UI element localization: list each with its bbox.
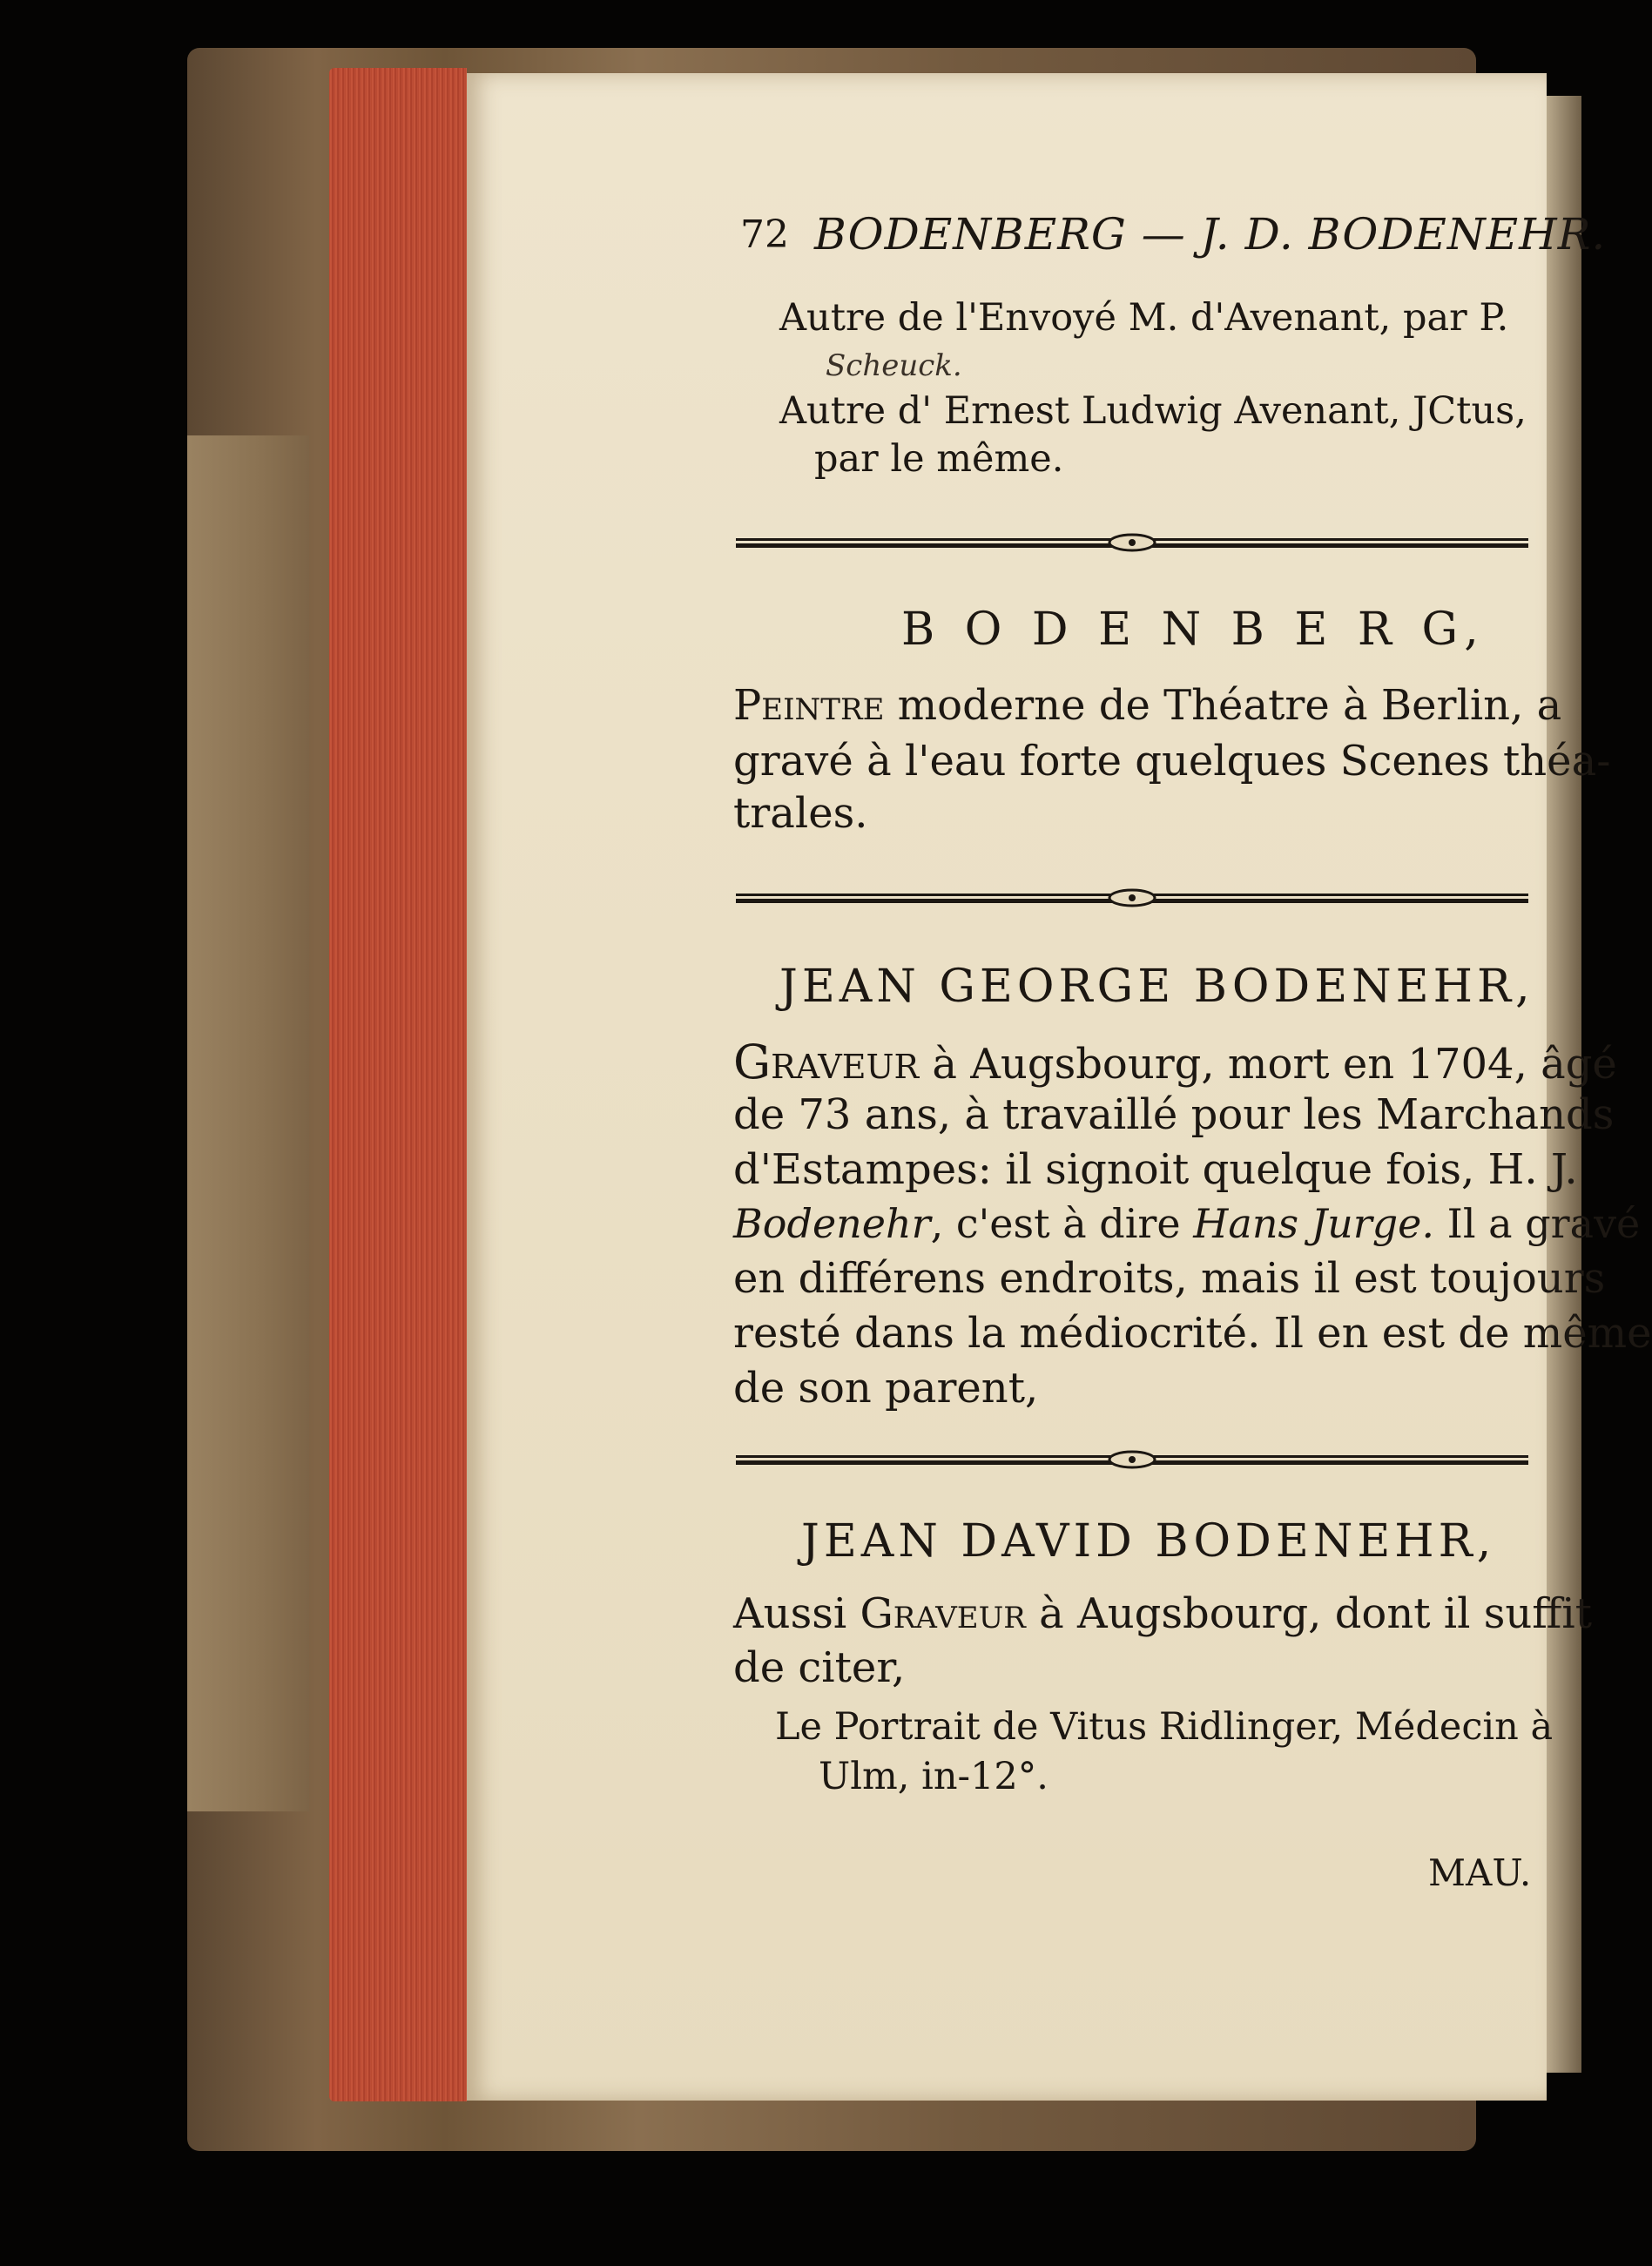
jg-line-3: d'Estampes: il signoit quelque fois, H. J.	[733, 1145, 1578, 1194]
jg-name-italic: Bodenehr	[733, 1200, 931, 1247]
entry-ernest: Autre d' Ernest Ludwig Avenant, JCtus,	[779, 389, 1527, 433]
jd-portrait-2: Ulm, in-12°.	[819, 1755, 1049, 1798]
jd-portrait-1: Le Portrait de Vitus Ridlinger, Médecin à	[775, 1705, 1554, 1749]
entry-par-le-meme: par le même.	[814, 437, 1064, 481]
entry-engraver: Scheuck.	[826, 348, 962, 383]
bodenberg-line-2: gravé à l'eau forte quelques Scenes théa-	[733, 737, 1611, 786]
jg-line-1-rest: à Augsbourg, mort en 1704, âgé	[919, 1040, 1617, 1089]
ornament-rule-3	[736, 1450, 1528, 1469]
heading-jean-george: JEAN GEORGE BODENEHR,	[779, 961, 1534, 1013]
entry-envoye: Autre de l'Envoyé M. d'Avenant, par P.	[779, 296, 1509, 340]
jd-line-2: de citer,	[733, 1643, 906, 1692]
jg-line-1	[733, 1035, 1617, 1089]
jg-line-4-mid: , c'est à dire	[930, 1200, 1194, 1247]
bodenberg-lead: Peintre	[733, 681, 885, 730]
page-edges	[329, 68, 467, 2101]
jd-line-1-rest: à Augsbourg, dont il suffit	[1025, 1589, 1593, 1638]
running-title: BODENBERG — J. D. BODENEHR.	[814, 209, 1607, 260]
heading-jean-david: JEAN DAVID BODENEHR,	[801, 1515, 1496, 1568]
bodenberg-line-1-rest: moderne de Théatre à Berlin, a	[884, 681, 1562, 730]
page-number: 72	[740, 212, 789, 257]
jg-line-5: en différens endroits, mais il est toujours	[733, 1254, 1606, 1303]
catchword: MAU.	[1428, 1851, 1532, 1894]
jg-line-7: de son parent,	[733, 1364, 1039, 1413]
bodenberg-line-1	[733, 681, 1561, 730]
jg-line-4	[733, 1200, 1640, 1247]
jd-line-1	[733, 1589, 1592, 1638]
ornament-rule-1	[736, 533, 1528, 552]
jd-lead: Graveur	[860, 1589, 1026, 1638]
jg-lead: Graveur	[733, 1035, 920, 1089]
jd-aussi: Aussi	[733, 1589, 860, 1638]
jg-line-2: de 73 ans, à travaillé pour les Marchands	[733, 1090, 1615, 1139]
cover-worn-patch	[187, 435, 309, 1811]
jg-hans-jurge: Hans Jurge.	[1193, 1200, 1435, 1247]
heading-bodenberg: B O D E N B E R G,	[901, 604, 1487, 656]
bodenberg-line-3: trales.	[733, 789, 868, 838]
jg-line-6: resté dans la médiocrité. Il en est de même	[733, 1309, 1652, 1358]
jg-line-4-end: Il a gravé	[1434, 1200, 1641, 1247]
ornament-rule-2	[736, 888, 1528, 907]
